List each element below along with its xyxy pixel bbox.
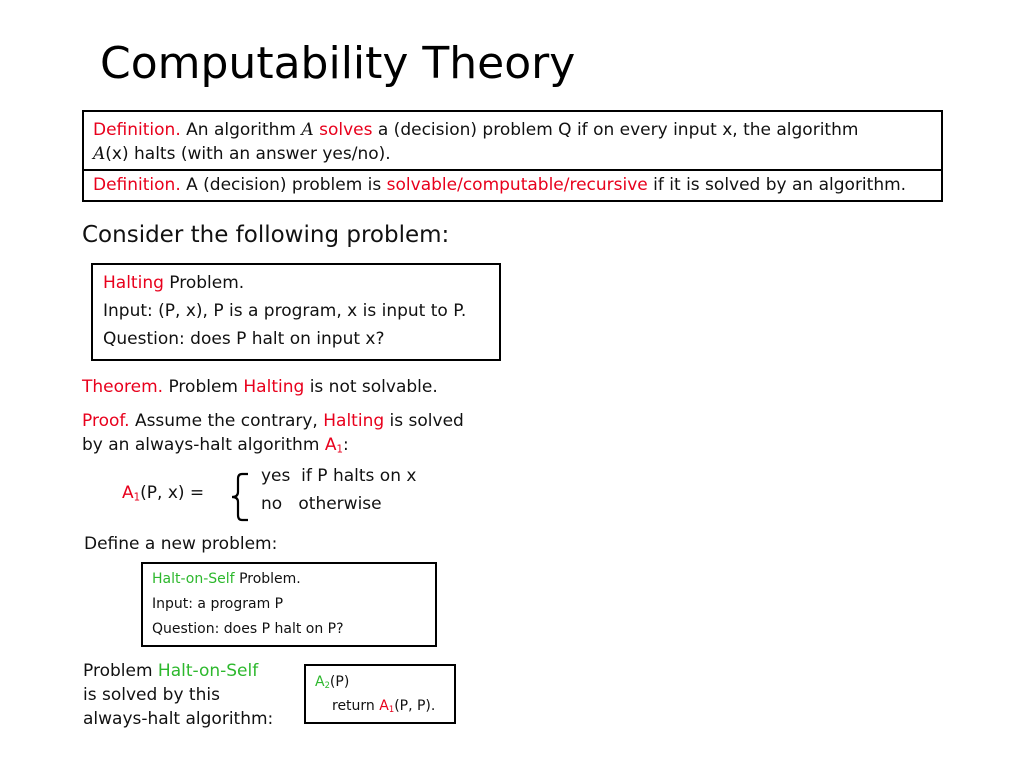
problem-label: Problem. — [169, 273, 245, 293]
definition-2 — [93, 173, 906, 197]
halting-keyword: Halting — [103, 273, 164, 293]
a2-algorithm-box — [304, 664, 456, 724]
consider-heading: Consider the following problem: — [82, 222, 450, 248]
halt-on-self-title — [152, 571, 301, 587]
halt-on-self-box — [141, 562, 437, 647]
return-keyword: return — [332, 698, 375, 714]
halt-on-self-input: Input: a program P — [152, 596, 284, 612]
a2-args: (P) — [329, 674, 350, 690]
algorithm-symbol: A — [93, 144, 106, 164]
proof-text: is solved — [389, 411, 464, 431]
definition-divider — [84, 169, 941, 171]
algorithm-symbol: A — [301, 120, 314, 140]
definition-box — [82, 110, 943, 202]
conclusion-line-2: is solved by this — [83, 685, 220, 705]
curly-brace-icon — [226, 472, 252, 522]
theorem-label: Theorem. — [82, 377, 164, 397]
halting-problem-box — [91, 263, 501, 361]
halting-keyword: Halting — [323, 411, 385, 431]
algorithm-a1: $A_1$ — [324, 435, 343, 456]
theorem-text: is not solvable. — [309, 377, 438, 397]
case-no: no otherwise — [261, 494, 382, 514]
proof-colon: : — [342, 435, 349, 455]
define-heading: Define a new problem: — [84, 534, 278, 554]
proof-line-1 — [82, 411, 464, 431]
definition-text: An algorithm — [186, 120, 296, 140]
halt-on-self-question: Question: does P halt on P? — [152, 621, 344, 637]
proof-label: Proof. — [82, 411, 130, 431]
halting-problem-question: Question: does P halt on input x? — [103, 329, 385, 349]
theorem-text: Problem — [168, 377, 238, 397]
theorem — [82, 377, 438, 397]
halt-on-self-keyword: Halt-on-Self — [157, 661, 259, 681]
conclusion-line-1 — [83, 661, 258, 681]
algorithm-a1: $A_1$ — [122, 483, 141, 504]
page-title: Computability Theory — [100, 38, 576, 89]
conclusion-text: Problem — [83, 661, 153, 681]
halting-keyword: Halting — [243, 377, 305, 397]
keyword-solvable: solvable/computable/recursive — [386, 175, 648, 195]
definition-text: if it is solved by an algorithm. — [653, 175, 907, 195]
conclusion-line-3: always-halt algorithm: — [83, 709, 274, 729]
proof-text: Assume the contrary, — [134, 411, 318, 431]
a2-return — [332, 698, 435, 714]
keyword-solves: solves — [319, 120, 373, 140]
definition-text: a (decision) problem Q if on every input x, the algorithm — [377, 120, 859, 140]
a1-args: (P, x) = — [140, 483, 205, 503]
a2-signature — [315, 674, 349, 690]
definition-1 — [93, 118, 928, 166]
case-yes: yes if P halts on x — [261, 466, 417, 486]
definition-label: Definition. — [93, 175, 181, 195]
definition-text: (x) halts (with an answer yes/no). — [105, 144, 391, 164]
definition-label: Definition. — [93, 120, 181, 140]
halt-on-self-keyword: Halt-on-Self — [152, 571, 235, 587]
definition-text: A (decision) problem is — [186, 175, 382, 195]
a1-call-args: (P, P). — [394, 698, 436, 714]
algorithm-a1: $A_1$ — [379, 698, 395, 715]
proof-line-2 — [82, 435, 349, 455]
halting-problem-input: Input: (P, x), P is a program, x is input to P. — [103, 301, 467, 321]
algorithm-a2: $A_2$ — [315, 674, 330, 691]
a1-definition-lhs — [122, 483, 204, 503]
halting-problem-title — [103, 273, 244, 293]
proof-text: by an always-halt algorithm — [82, 435, 320, 455]
problem-label: Problem. — [239, 571, 301, 587]
